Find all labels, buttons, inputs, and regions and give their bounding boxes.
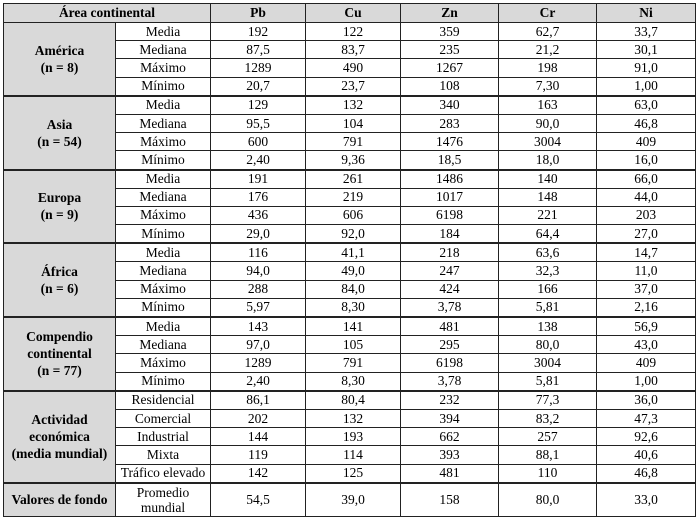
group-label-line: Asia [46,116,73,132]
value-cell: 40,6 [597,446,696,464]
value-cell: 8,30 [306,372,401,391]
value-cell: 138 [499,317,597,336]
stat-label: Media [116,96,211,115]
value-cell: 424 [401,280,499,298]
value-cell: 1,00 [597,372,696,391]
value-cell: 64,4 [499,225,597,244]
value-cell: 63,6 [499,243,597,262]
value-cell: 116 [211,243,306,262]
value-cell: 46,8 [597,114,696,132]
value-cell: 2,40 [211,151,306,170]
table-body [4,23,696,517]
value-cell: 600 [211,133,306,151]
stat-label: Máximo [116,59,211,77]
value-cell: 184 [401,225,499,244]
value-cell: 27,0 [597,225,696,244]
value-cell: 16,0 [597,151,696,170]
value-cell: 203 [597,206,696,224]
value-cell: 1289 [211,59,306,77]
value-cell: 481 [401,317,499,336]
stat-label: Media [116,23,211,41]
value-cell: 37,0 [597,280,696,298]
value-cell: 163 [499,96,597,115]
value-cell: 202 [211,409,306,427]
group-label [4,170,116,244]
value-cell: 77,3 [499,391,597,410]
group-label [4,317,116,391]
group-label-line: (n = 8) [40,59,79,75]
value-cell: 283 [401,114,499,132]
value-cell: 18,0 [499,151,597,170]
group-label [4,483,116,517]
group-label [4,23,116,96]
value-cell: 2,40 [211,372,306,391]
header-cr: Cr [499,4,597,23]
value-cell: 94,0 [211,262,306,280]
heavy-metals-table [3,3,696,517]
value-cell: 6198 [401,206,499,224]
value-cell: 359 [401,23,499,41]
group-label-line: económica [29,429,90,445]
stat-label: Mediana [116,336,211,354]
value-cell: 192 [211,23,306,41]
value-cell: 6198 [401,354,499,372]
group-label-line: (n = 54) [37,133,82,149]
value-cell: 132 [306,409,401,427]
stat-label: Media [116,243,211,262]
table-row [4,243,696,262]
value-cell: 56,9 [597,317,696,336]
value-cell: 409 [597,354,696,372]
value-cell: 232 [401,391,499,410]
value-cell: 47,3 [597,409,696,427]
group-label-line: África [41,264,78,280]
value-cell: 92,0 [306,225,401,244]
stat-label: Mínimo [116,298,211,317]
value-cell: 490 [306,59,401,77]
value-cell: 8,30 [306,298,401,317]
value-cell: 33,7 [597,23,696,41]
group-label-line: América [34,42,85,58]
value-cell: 9,36 [306,151,401,170]
value-cell: 132 [306,96,401,115]
group-label [4,96,116,170]
stat-label: Mínimo [116,151,211,170]
value-cell: 5,81 [499,298,597,317]
value-cell: 36,0 [597,391,696,410]
value-cell: 41,1 [306,243,401,262]
value-cell: 261 [306,170,401,189]
group-label-line: (n = 9) [40,207,79,223]
value-cell: 176 [211,188,306,206]
group-label-line: (n = 6) [40,281,79,297]
value-cell: 83,7 [306,41,401,59]
header-area: Área continental [4,4,211,23]
stat-label: Mixta [116,446,211,464]
value-cell: 33,0 [597,483,696,517]
header-zn: Zn [401,4,499,23]
table-row [4,96,696,115]
group-label [4,391,116,483]
value-cell: 62,7 [499,23,597,41]
value-cell: 1486 [401,170,499,189]
value-cell: 140 [499,170,597,189]
value-cell: 3,78 [401,298,499,317]
header-pb: Pb [211,4,306,23]
value-cell: 54,5 [211,483,306,517]
value-cell: 436 [211,206,306,224]
value-cell: 129 [211,96,306,115]
value-cell: 105 [306,336,401,354]
value-cell: 3,78 [401,372,499,391]
value-cell: 3004 [499,133,597,151]
table-row [4,483,696,517]
stat-label: Mediana [116,188,211,206]
value-cell: 791 [306,354,401,372]
group-label-line: Actividad [31,412,88,428]
value-cell: 84,0 [306,280,401,298]
value-cell: 63,0 [597,96,696,115]
stat-label: Máximo [116,133,211,151]
value-cell: 481 [401,464,499,483]
value-cell: 3004 [499,354,597,372]
value-cell: 95,5 [211,114,306,132]
value-cell: 80,0 [499,336,597,354]
group-label-line: Valores de fondo [11,492,108,508]
value-cell: 125 [306,464,401,483]
value-cell: 83,2 [499,409,597,427]
stat-label: Tráfico elevado [116,464,211,483]
value-cell: 144 [211,428,306,446]
group-label-line: (n = 77) [37,363,82,379]
value-cell: 122 [306,23,401,41]
value-cell: 2,16 [597,298,696,317]
stat-label: Máximo [116,280,211,298]
value-cell: 87,5 [211,41,306,59]
value-cell: 1476 [401,133,499,151]
table-row [4,170,696,189]
stat-label-line: Promedio [136,484,190,500]
stat-label: Mediana [116,41,211,59]
value-cell: 288 [211,280,306,298]
value-cell: 295 [401,336,499,354]
value-cell: 39,0 [306,483,401,517]
value-cell: 23,7 [306,77,401,96]
value-cell: 44,0 [597,188,696,206]
value-cell: 393 [401,446,499,464]
value-cell: 11,0 [597,262,696,280]
value-cell: 18,5 [401,151,499,170]
value-cell: 235 [401,41,499,59]
value-cell: 32,3 [499,262,597,280]
stat-label: Comercial [116,409,211,427]
value-cell: 14,7 [597,243,696,262]
header-ni: Ni [597,4,696,23]
value-cell: 247 [401,262,499,280]
stat-label: Media [116,317,211,336]
value-cell: 30,1 [597,41,696,59]
value-cell: 46,8 [597,464,696,483]
value-cell: 110 [499,464,597,483]
value-cell: 108 [401,77,499,96]
value-cell: 49,0 [306,262,401,280]
value-cell: 219 [306,188,401,206]
stat-label: Residencial [116,391,211,410]
group-label-line: Europa [37,190,82,206]
stat-label: Industrial [116,428,211,446]
value-cell: 191 [211,170,306,189]
value-cell: 166 [499,280,597,298]
value-cell: 141 [306,317,401,336]
value-cell: 80,0 [499,483,597,517]
value-cell: 257 [499,428,597,446]
value-cell: 43,0 [597,336,696,354]
value-cell: 21,2 [499,41,597,59]
value-cell: 92,6 [597,428,696,446]
value-cell: 5,97 [211,298,306,317]
stat-label-line: mundial [140,499,186,515]
value-cell: 7,30 [499,77,597,96]
value-cell: 5,81 [499,372,597,391]
value-cell: 394 [401,409,499,427]
header-row [4,4,696,23]
value-cell: 86,1 [211,391,306,410]
value-cell: 119 [211,446,306,464]
value-cell: 88,1 [499,446,597,464]
stat-label: Mínimo [116,77,211,96]
stat-label: Mediana [116,114,211,132]
value-cell: 1289 [211,354,306,372]
group-label-line: (media mundial) [11,446,108,462]
header-cu: Cu [306,4,401,23]
stat-label: Mínimo [116,225,211,244]
value-cell: 29,0 [211,225,306,244]
value-cell: 114 [306,446,401,464]
value-cell: 221 [499,206,597,224]
stat-label: Máximo [116,354,211,372]
value-cell: 20,7 [211,77,306,96]
group-label-line: continental [27,346,92,362]
stat-label [116,483,211,517]
value-cell: 90,0 [499,114,597,132]
table-row [4,391,696,410]
value-cell: 606 [306,206,401,224]
stat-label: Media [116,170,211,189]
value-cell: 143 [211,317,306,336]
stat-label: Mediana [116,262,211,280]
group-label-line: Compendio [26,329,93,345]
value-cell: 91,0 [597,59,696,77]
value-cell: 409 [597,133,696,151]
value-cell: 148 [499,188,597,206]
stat-label: Mínimo [116,372,211,391]
value-cell: 158 [401,483,499,517]
value-cell: 193 [306,428,401,446]
value-cell: 662 [401,428,499,446]
table-row [4,317,696,336]
value-cell: 198 [499,59,597,77]
value-cell: 791 [306,133,401,151]
value-cell: 218 [401,243,499,262]
value-cell: 142 [211,464,306,483]
value-cell: 97,0 [211,336,306,354]
value-cell: 340 [401,96,499,115]
stat-label: Máximo [116,206,211,224]
value-cell: 1267 [401,59,499,77]
table-row [4,23,696,41]
value-cell: 80,4 [306,391,401,410]
value-cell: 66,0 [597,170,696,189]
value-cell: 1017 [401,188,499,206]
value-cell: 1,00 [597,77,696,96]
value-cell: 104 [306,114,401,132]
group-label [4,243,116,317]
